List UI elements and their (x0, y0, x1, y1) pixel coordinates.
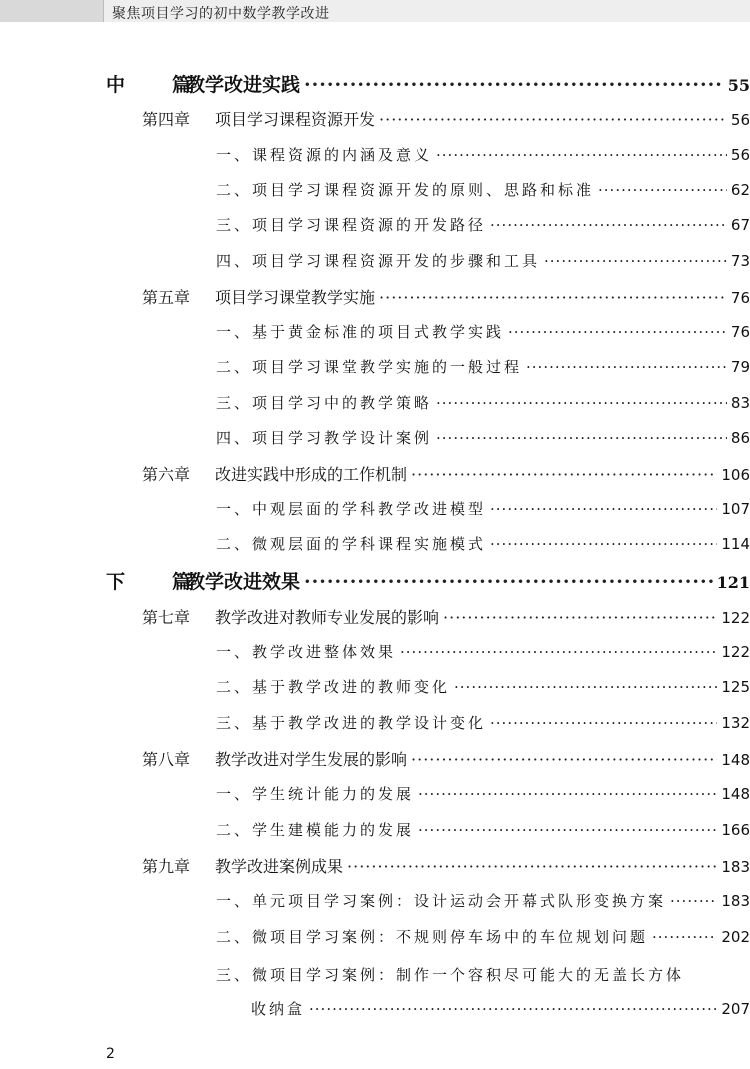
part-title: 教学改进效果 (186, 571, 301, 593)
page-folio: 2 (106, 1046, 115, 1062)
running-head-title: 聚焦项目学习的初中数学教学改进 (112, 6, 330, 22)
chapter-title: 项目学习课程资源开发 (215, 110, 376, 129)
dot-leader (379, 288, 727, 307)
dot-leader (418, 785, 717, 803)
toc-section-9-3-line2[interactable] (251, 998, 750, 1019)
dot-leader (670, 892, 717, 910)
dot-leader (400, 643, 717, 661)
toc-part-low[interactable] (106, 567, 750, 594)
section-title: 一、单元项目学习案例：设计运动会开幕式队形变换方案 (216, 892, 667, 910)
dot-leader (411, 750, 717, 769)
toc-section-8-2[interactable] (216, 819, 750, 840)
toc-chapter-4[interactable] (142, 107, 750, 130)
dot-leader (309, 1000, 717, 1018)
section-title: 三、项目学习中的教学策略 (216, 394, 433, 412)
chapter-title: 项目学习课堂教学实施 (215, 288, 376, 307)
section-title: 二、微观层面的学科课程实施模式 (216, 535, 487, 553)
toc-section-8-1[interactable] (216, 783, 750, 804)
dot-leader (490, 500, 717, 518)
dot-leader (436, 394, 727, 412)
section-title: 三、基于教学改进的教学设计变化 (216, 714, 487, 732)
section-title: 一、教学改进整体效果 (216, 643, 397, 661)
running-header-bar (0, 0, 750, 22)
page-number: 56 (730, 146, 750, 164)
toc-section-5-1[interactable] (216, 321, 750, 342)
dot-leader (436, 146, 727, 164)
chapter-number: 第四章 (142, 110, 191, 129)
page-number: 148 (721, 785, 750, 803)
page-number: 86 (730, 429, 750, 447)
dot-leader (304, 74, 724, 96)
dot-leader (304, 571, 713, 593)
toc-section-5-2[interactable] (216, 356, 750, 377)
chapter-number: 第八章 (142, 750, 191, 769)
page-number: 76 (730, 323, 750, 341)
dot-leader (436, 429, 727, 447)
dot-leader (490, 535, 717, 553)
header-left-block (0, 0, 103, 22)
dot-leader (652, 928, 717, 946)
page-number: 122 (721, 609, 750, 627)
chapter-number: 第五章 (142, 288, 191, 307)
chapter-number: 第六章 (142, 465, 191, 484)
part-title: 教学改进实践 (186, 74, 301, 96)
toc-section-5-3[interactable] (216, 392, 750, 413)
page-number: 76 (730, 289, 750, 307)
section-title: 一、学生统计能力的发展 (216, 785, 415, 803)
page-number: 106 (721, 466, 750, 484)
page-number: 207 (721, 1000, 750, 1018)
section-title: 二、学生建模能力的发展 (216, 821, 415, 839)
section-title: 四、项目学习课程资源开发的步骤和工具 (216, 252, 541, 270)
section-title: 三、项目学习课程资源的开发路径 (216, 216, 487, 234)
section-title: 二、项目学习课程资源开发的原则、思路和标准 (216, 181, 595, 199)
toc-section-6-1[interactable] (216, 498, 750, 519)
chapter-title: 教学改进案例成果 (215, 857, 344, 876)
page-number: 83 (730, 394, 750, 412)
chapter-title: 改进实践中形成的工作机制 (215, 465, 408, 484)
page-number: 62 (730, 181, 750, 199)
toc-chapter-7[interactable] (142, 605, 750, 628)
page-number: 67 (730, 216, 750, 234)
part-number: 下 篇 (106, 571, 206, 593)
page-number: 73 (730, 252, 750, 270)
page-number: 55 (727, 76, 750, 95)
toc-chapter-5[interactable] (142, 285, 750, 308)
page-number: 56 (730, 111, 750, 129)
dot-leader (490, 216, 727, 234)
toc-section-4-4[interactable] (216, 250, 750, 271)
toc-part-mid[interactable] (106, 70, 750, 97)
page-number: 114 (721, 535, 750, 553)
page-number: 122 (721, 643, 750, 661)
page-number: 125 (721, 678, 750, 696)
dot-leader (411, 465, 717, 484)
page-number: 183 (721, 892, 750, 910)
toc-section-9-2[interactable] (216, 926, 750, 947)
toc-chapter-6[interactable] (142, 462, 750, 485)
dot-leader (508, 323, 727, 341)
section-title: 二、基于教学改进的教师变化 (216, 678, 451, 696)
dot-leader (490, 714, 717, 732)
dot-leader (443, 608, 717, 627)
chapter-number: 第七章 (142, 608, 191, 627)
toc-section-4-1[interactable] (216, 144, 750, 165)
chapter-title: 教学改进对教师专业发展的影响 (215, 608, 440, 627)
chapter-number: 第九章 (142, 857, 191, 876)
page-number: 107 (721, 500, 750, 518)
section-title: 一、课程资源的内涵及意义 (216, 146, 433, 164)
toc-section-6-2[interactable] (216, 533, 750, 554)
toc-chapter-8[interactable] (142, 747, 750, 770)
section-title: 四、项目学习教学设计案例 (216, 429, 433, 447)
toc-chapter-9[interactable] (142, 854, 750, 877)
chapter-title: 教学改进对学生发展的影响 (215, 750, 408, 769)
page-number: 79 (730, 358, 750, 376)
dot-leader (418, 821, 717, 839)
toc-section-9-3-line1[interactable] (216, 964, 684, 985)
page-number: 183 (721, 858, 750, 876)
page-number: 132 (721, 714, 750, 732)
toc-section-5-4[interactable] (216, 427, 750, 448)
section-title: 一、基于黄金标准的项目式教学实践 (216, 323, 505, 341)
section-title: 二、项目学习课堂教学实施的一般过程 (216, 358, 523, 376)
part-number: 中 篇 (106, 74, 206, 96)
toc-section-7-2[interactable] (216, 676, 750, 697)
dot-leader (598, 181, 727, 199)
page-number: 121 (716, 573, 750, 592)
toc-section-7-3[interactable] (216, 712, 750, 733)
section-title: 一、中观层面的学科教学改进模型 (216, 500, 487, 518)
page-number: 148 (721, 751, 750, 769)
page-number: 166 (721, 821, 750, 839)
dot-leader (347, 857, 717, 876)
dot-leader (454, 678, 717, 696)
dot-leader (526, 358, 727, 376)
dot-leader (379, 110, 727, 129)
section-title: 三、微项目学习案例：制作一个容积尽可能大的无盖长方体 (216, 966, 685, 984)
section-title: 二、微项目学习案例：不规则停车场中的车位规划问题 (216, 928, 649, 946)
toc-section-4-2[interactable] (216, 179, 750, 200)
section-title-continued: 收纳盒 (251, 1000, 306, 1018)
toc-section-9-1[interactable] (216, 890, 750, 911)
dot-leader (544, 252, 727, 270)
page-number: 202 (721, 928, 750, 946)
toc-section-7-1[interactable] (216, 641, 750, 662)
toc-section-4-3[interactable] (216, 214, 750, 235)
